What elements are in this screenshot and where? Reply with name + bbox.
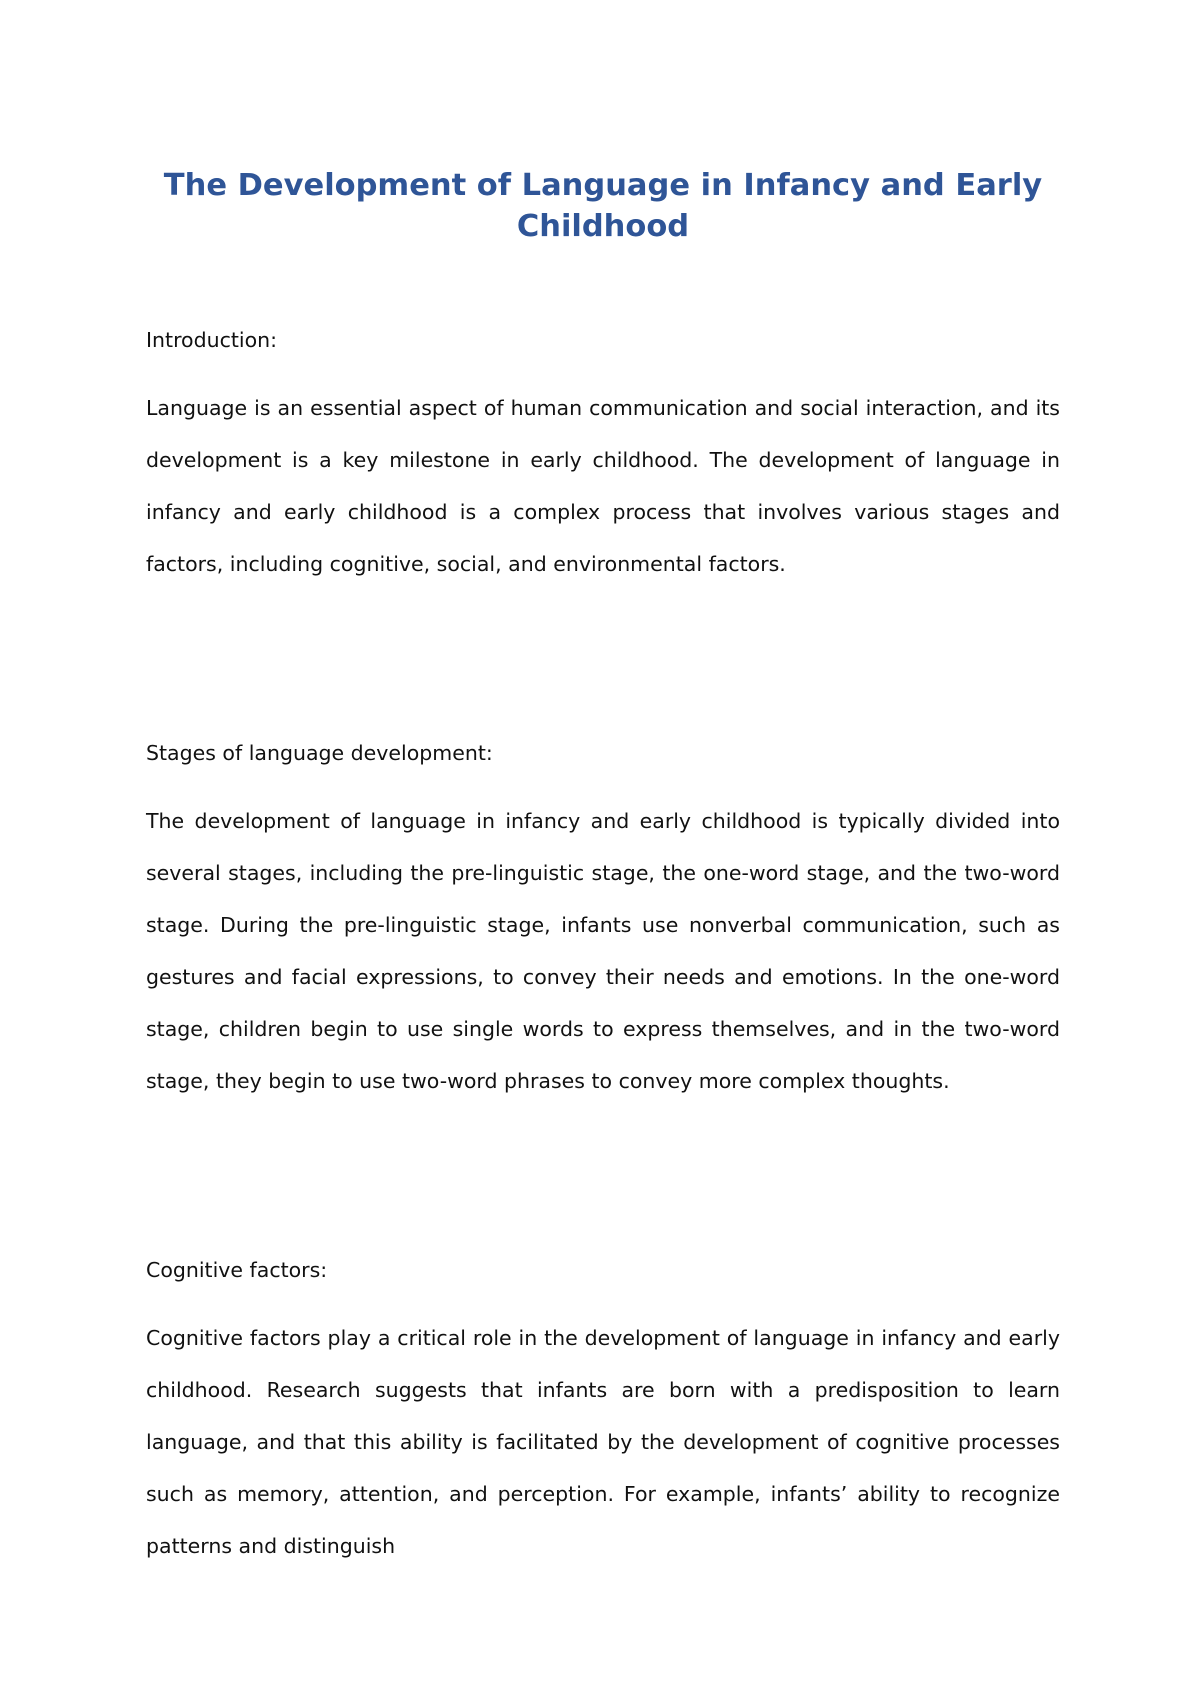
section-heading-stages: Stages of language development:: [146, 741, 493, 765]
section-paragraph-introduction: Language is an essential aspect of human communication and social interaction, and its development is a key milestone in early childhood. The development of language in infancy and early childhood is a complex process that involves various stages and factors, including cognitive, social, and environmental factors.: [146, 396, 1060, 576]
document-title: The Development of Language in Infancy and Early Childhood: [163, 168, 1043, 244]
section-heading-cognitive: Cognitive factors:: [146, 1258, 328, 1282]
section-heading-introduction: Introduction:: [146, 328, 278, 352]
section-paragraph-cognitive: Cognitive factors play a critical role in the development of language in infancy and early childhood. Research suggests that infants are born with a predisposition to learn language, and that this ability is facilitated by the development of cognitive processes such as memory, attention, and perception. For example, infants’ ability to recognize patterns and distinguish: [146, 1326, 1060, 1558]
section-paragraph-stages: The development of language in infancy and early childhood is typically divided into several stages, including the pre-linguistic stage, the one-word stage, and the two-word stage. During the pre-linguistic stage, infants use nonverbal communication, such as gestures and facial expressions, to convey their needs and emotions. In the one-word stage, children begin to use single words to express themselves, and in the two-word stage, they begin to use two-word phrases to convey more complex thoughts.: [146, 809, 1060, 1093]
